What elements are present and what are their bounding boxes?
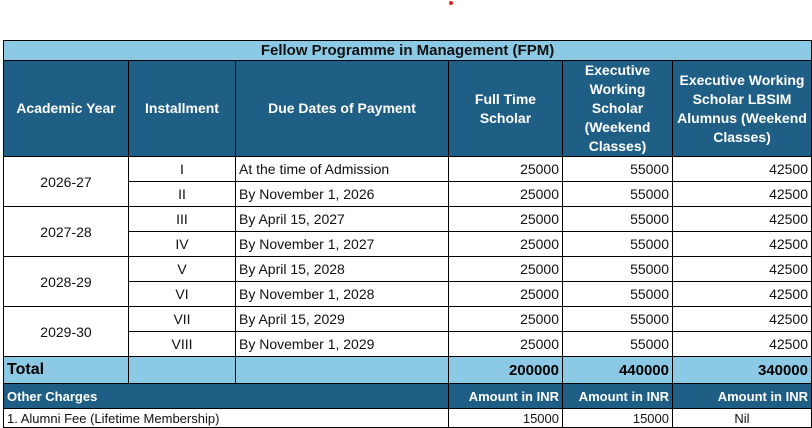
installment-cell: II — [129, 182, 236, 207]
alumni-fee-ew: 15000 — [563, 409, 673, 428]
exec-alumnus-amount: 42500 — [673, 282, 812, 307]
exec-weekend-amount: 55000 — [563, 182, 673, 207]
header-exec-weekend: Executive Working Scholar (Weekend Classes) — [563, 61, 673, 157]
exec-alumnus-amount: 42500 — [673, 257, 812, 282]
table-title: Fellow Programme in Management (FPM) — [4, 41, 812, 61]
installment-cell: I — [129, 157, 236, 182]
installment-cell: VII — [129, 307, 236, 332]
total-empty-cell — [236, 357, 449, 384]
exec-weekend-amount: 55000 — [563, 232, 673, 257]
exec-weekend-amount: 55000 — [563, 207, 673, 232]
due-date-cell: By November 1, 2026 — [236, 182, 449, 207]
full-time-amount: 25000 — [449, 332, 563, 357]
full-time-amount: 25000 — [449, 257, 563, 282]
fee-table-container — [3, 40, 812, 428]
due-date-cell: By November 1, 2027 — [236, 232, 449, 257]
due-date-cell: At the time of Admission — [236, 157, 449, 182]
installment-cell: V — [129, 257, 236, 282]
alumni-fee-label: 1. Alumni Fee (Lifetime Membership) — [4, 409, 449, 428]
full-time-amount: 25000 — [449, 157, 563, 182]
total-full-time: 200000 — [449, 357, 563, 384]
total-label: Total — [4, 357, 129, 384]
header-academic-year: Academic Year — [4, 61, 129, 157]
amount-header-ew: Amount in INR — [563, 384, 673, 409]
total-exec-weekend: 440000 — [563, 357, 673, 384]
header-due-dates: Due Dates of Payment — [236, 61, 449, 157]
red-dot-mark — [449, 1, 453, 5]
academic-year-cell: 2027-28 — [4, 207, 129, 257]
full-time-amount: 25000 — [449, 232, 563, 257]
full-time-amount: 25000 — [449, 182, 563, 207]
exec-alumnus-amount: 42500 — [673, 182, 812, 207]
due-date-cell: By November 1, 2029 — [236, 332, 449, 357]
installment-cell: IV — [129, 232, 236, 257]
other-charges-label: Other Charges — [4, 384, 449, 409]
exec-alumnus-amount: 42500 — [673, 207, 812, 232]
exec-weekend-amount: 55000 — [563, 257, 673, 282]
exec-weekend-amount: 55000 — [563, 282, 673, 307]
amount-header-ft: Amount in INR — [449, 384, 563, 409]
full-time-amount: 25000 — [449, 307, 563, 332]
exec-alumnus-amount: 42500 — [673, 232, 812, 257]
due-date-cell: By April 15, 2027 — [236, 207, 449, 232]
academic-year-cell: 2026-27 — [4, 157, 129, 207]
header-installment: Installment — [129, 61, 236, 157]
header-exec-alumnus: Executive Working Scholar LBSIM Alumnus (Weekend Classes) — [673, 61, 812, 157]
alumni-fee-ft: 15000 — [449, 409, 563, 428]
installment-cell: VIII — [129, 332, 236, 357]
exec-alumnus-amount: 42500 — [673, 157, 812, 182]
amount-header-ea: Amount in INR — [673, 384, 812, 409]
installment-cell: VI — [129, 282, 236, 307]
exec-weekend-amount: 55000 — [563, 157, 673, 182]
exec-alumnus-amount: 42500 — [673, 307, 812, 332]
due-date-cell: By April 15, 2029 — [236, 307, 449, 332]
exec-alumnus-amount: 42500 — [673, 332, 812, 357]
due-date-cell: By April 15, 2028 — [236, 257, 449, 282]
full-time-amount: 25000 — [449, 282, 563, 307]
exec-weekend-amount: 55000 — [563, 307, 673, 332]
due-date-cell: By November 1, 2028 — [236, 282, 449, 307]
alumni-fee-ea: Nil — [673, 409, 812, 428]
academic-year-cell: 2029-30 — [4, 307, 129, 357]
exec-weekend-amount: 55000 — [563, 332, 673, 357]
header-full-time: Full Time Scholar — [449, 61, 563, 157]
fee-table — [3, 40, 812, 428]
total-empty-cell — [129, 357, 236, 384]
installment-cell: III — [129, 207, 236, 232]
total-exec-alumnus: 340000 — [673, 357, 812, 384]
full-time-amount: 25000 — [449, 207, 563, 232]
academic-year-cell: 2028-29 — [4, 257, 129, 307]
